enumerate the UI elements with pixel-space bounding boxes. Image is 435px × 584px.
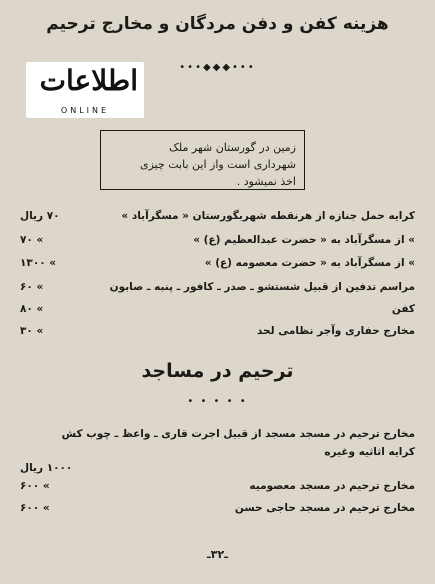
mosque-row — [20, 502, 415, 514]
mosque-row — [20, 428, 415, 440]
section-title: ترحیم در مساجد — [141, 360, 294, 382]
note-box — [100, 130, 305, 190]
mosque-row — [20, 446, 415, 458]
mosque-price: ۱۰۰۰ ریال — [20, 462, 73, 474]
cost-row — [20, 234, 415, 246]
mosque-description: مخارج ترحیم در مسجد مسجد از قبیل اجرت قاری ـ واعظ ـ چوب کش — [61, 428, 415, 440]
page-number: ـ۳۲ـ — [207, 548, 228, 561]
note-line: اخذ نمیشود . — [236, 175, 296, 189]
logo-subtext: ONLINE — [60, 106, 110, 115]
cost-description: کفن — [391, 303, 415, 315]
cost-price: » ۶۰ — [20, 281, 44, 293]
cost-row — [20, 325, 415, 337]
cost-price: ۷۰ ریال — [20, 210, 60, 222]
cost-row — [20, 303, 415, 315]
note-line: شهرداری است واز این بابت چیزی — [139, 158, 296, 172]
mosque-price: » ۶۰۰ — [20, 502, 50, 514]
cost-row — [20, 281, 415, 293]
cost-description: مخارج حفاری وآجر نظامی لحد — [256, 325, 415, 337]
mosque-description: مخارج ترحیم در مسجد معصومیه — [249, 480, 415, 492]
cost-price: » ۳۰ — [20, 325, 44, 337]
mosque-price: » ۶۰۰ — [20, 480, 50, 492]
mosque-row — [20, 462, 415, 474]
cost-price: » ۷۰ — [20, 234, 44, 246]
cost-description: مراسم تدفین از قبیل شستشو ـ صدر ـ کافور ـ پنبه ـ صابون — [109, 281, 415, 293]
watermark-logo — [26, 62, 144, 118]
mosque-description: کرایه اثاثیه وغیره — [324, 446, 415, 458]
note-line: زمین در گورستان شهر ملک — [168, 141, 296, 154]
cost-description: » از مسگرآباد به « حضرت معصومه (ع) » — [204, 257, 415, 269]
cost-description: » از مسگرآباد به « حضرت عبدالعظیم (ع) » — [193, 234, 415, 246]
logo-text: اطلاعات — [39, 64, 138, 97]
cost-row — [20, 210, 415, 222]
section-ornament: • • • • • — [187, 396, 248, 407]
page-title: هزینه کفن و دفن مردگان و مخارج ترحیم — [46, 14, 389, 34]
title-ornament: •••◆◆◆••• — [179, 62, 256, 73]
cost-description: کرایه حمل جنازه از هرنقطه شهربگورستان « مسگرآباد » — [121, 210, 415, 222]
mosque-row — [20, 480, 415, 492]
cost-price: » ۸۰ — [20, 303, 44, 315]
cost-row — [20, 257, 415, 269]
mosque-description: مخارج ترحیم در مسجد حاجی حسن — [234, 502, 415, 514]
cost-price: » ۱۳۰۰ — [20, 257, 57, 269]
